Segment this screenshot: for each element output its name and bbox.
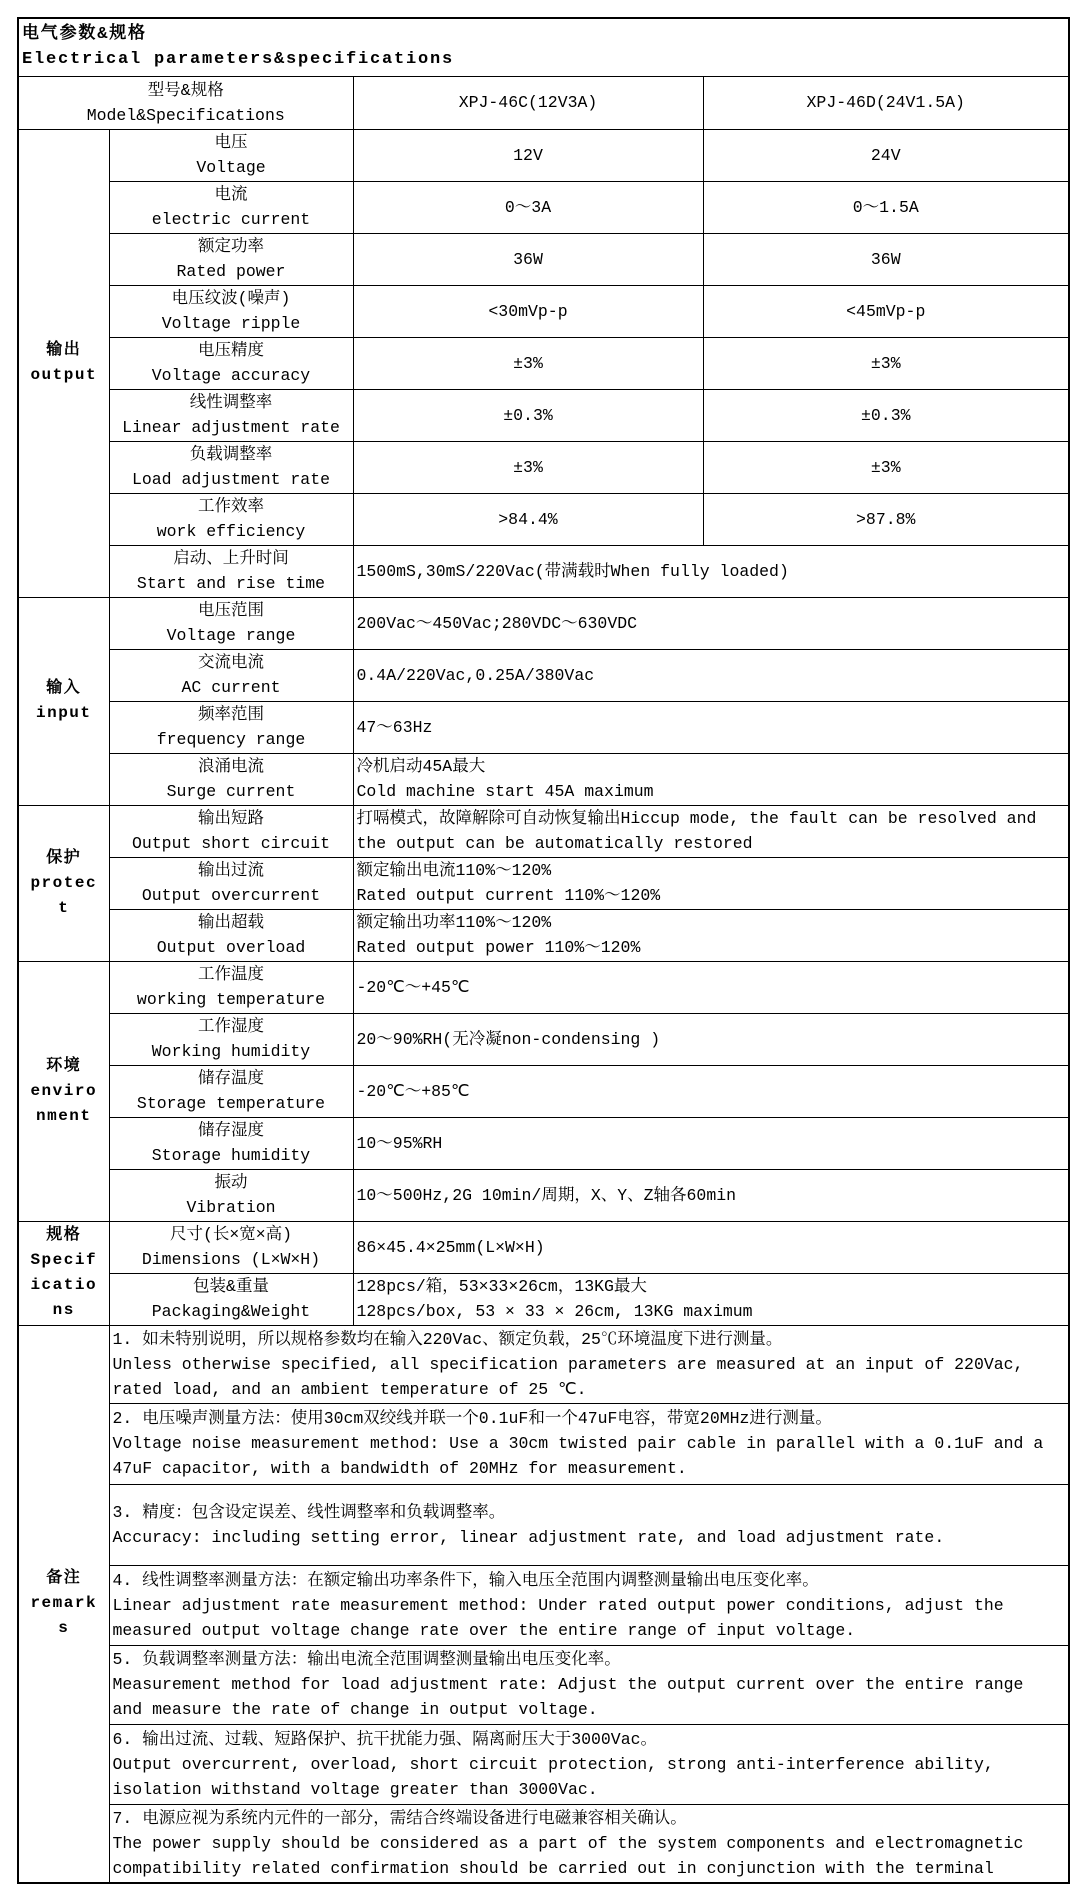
- value-dimensions: 86×45.4×25mm(L×W×H): [353, 1221, 1069, 1273]
- remark-text-4: 4. 线性调整率测量方法：在额定输出功率条件下，输入电压全范围内调整测量输出电压变化率。 Linear adjustment rate measurement method: Under rated output power conditions, adjust the measured output voltage change rate over the entire range of input voltage.: [109, 1565, 1069, 1645]
- remark-row-1: [18, 1325, 1069, 1403]
- value-rated-power-46d: 36W: [703, 233, 1069, 285]
- param-voltage-zh: 电压: [214, 133, 248, 152]
- group-remarks: [18, 1325, 109, 1883]
- group-remarks-en: remarks: [30, 1594, 98, 1638]
- row-storage-temperature: [18, 1065, 1069, 1117]
- value-output-short-circuit: 打嗝模式，故障解除可自动恢复输出Hiccup mode, the fault can be resolved and the output can be automatically restored: [353, 805, 1069, 857]
- value-working-temperature: -20℃～+45℃: [353, 961, 1069, 1013]
- param-input-voltage-range: [109, 597, 353, 649]
- param-output-overload-zh: 输出超载: [198, 913, 264, 932]
- param-working-humidity-en: Working humidity: [151, 1042, 311, 1061]
- value-start-rise-time: 1500mS,30mS/220Vac(带满载时When fully loaded): [353, 545, 1069, 597]
- row-output-overload: [18, 909, 1069, 961]
- value-load-adjustment-rate-46c: ±3%: [353, 441, 703, 493]
- value-frequency-range: 47～63Hz: [353, 701, 1069, 753]
- param-rated-power-en: Rated power: [176, 262, 286, 281]
- param-output-overcurrent: [109, 857, 353, 909]
- param-working-temperature-zh: 工作温度: [198, 965, 264, 984]
- param-vibration-zh: 振动: [214, 1173, 248, 1192]
- value-output-overload: 额定输出功率110%～120% Rated output power 110%～120%: [353, 909, 1069, 961]
- value-voltage-46d: 24V: [703, 129, 1069, 181]
- param-input-voltage-range-zh: 电压范围: [198, 601, 264, 620]
- row-vibration: [18, 1169, 1069, 1221]
- group-specifications-zh: 规格: [46, 1226, 82, 1244]
- remark-row-3: [18, 1484, 1069, 1565]
- param-output-overload: [109, 909, 353, 961]
- param-vibration-en: Vibration: [186, 1198, 276, 1217]
- value-storage-temperature: -20℃～+85℃: [353, 1065, 1069, 1117]
- param-voltage-ripple-zh: 电压纹波(噪声): [171, 289, 291, 308]
- param-working-humidity-zh: 工作湿度: [198, 1017, 264, 1036]
- group-input-zh: 输入: [46, 679, 82, 697]
- param-linear-adjustment-rate-zh: 线性调整率: [189, 393, 273, 412]
- value-rated-power-46c: 36W: [353, 233, 703, 285]
- row-packaging-weight: [18, 1273, 1069, 1325]
- remark-text-3: 3. 精度：包含设定误差、线性调整率和负载调整率。 Accuracy: including setting error, linear adjustment rate, and load adjustment rate.: [109, 1484, 1069, 1565]
- header-model-46c: XPJ-46C(12V3A): [353, 76, 703, 129]
- param-working-temperature: [109, 961, 353, 1013]
- param-load-adjustment-rate-en: Load adjustment rate: [131, 470, 331, 489]
- group-environment: [18, 961, 109, 1221]
- param-load-adjustment-rate-zh: 负载调整率: [189, 445, 273, 464]
- group-remarks-zh: 备注: [46, 1569, 82, 1588]
- param-voltage-ripple-en: Voltage ripple: [161, 314, 301, 333]
- row-storage-humidity: [18, 1117, 1069, 1169]
- title-cell: [18, 18, 1069, 76]
- param-rated-power-zh: 额定功率: [198, 237, 264, 256]
- param-voltage-accuracy-zh: 电压精度: [198, 341, 264, 360]
- group-output-zh: 输出: [46, 341, 82, 359]
- group-input: [18, 597, 109, 805]
- param-voltage-en: Voltage: [196, 158, 266, 177]
- param-output-overcurrent-en: Output overcurrent: [141, 886, 321, 905]
- param-start-rise-time-en: Start and rise time: [136, 574, 326, 593]
- value-linear-adjustment-rate-46c: ±0.3%: [353, 389, 703, 441]
- param-output-short-circuit-zh: 输出短路: [198, 809, 264, 828]
- value-input-voltage-range: 200Vac～450Vac;280VDC～630VDC: [353, 597, 1069, 649]
- title-row: [18, 18, 1069, 76]
- param-packaging-weight-en: Packaging&Weight: [151, 1302, 311, 1321]
- row-output-short-circuit: [18, 805, 1069, 857]
- remark-row-6: [18, 1724, 1069, 1804]
- remark-text-1: 1. 如未特别说明，所以规格参数均在输入220Vac、额定负载，25℃环境温度下进行测量。 Unless otherwise specified, all specification parameters are measured at an input of 220Vac, rated load, and an ambient temperature of 25 ℃.: [109, 1325, 1069, 1403]
- param-working-temperature-en: working temperature: [136, 990, 326, 1009]
- title-zh: 电气参数&规格: [22, 25, 147, 45]
- param-load-adjustment-rate: [109, 441, 353, 493]
- param-storage-temperature: [109, 1065, 353, 1117]
- group-input-en: input: [35, 704, 92, 722]
- param-electric-current-zh: 电流: [214, 185, 248, 204]
- row-voltage: [18, 129, 1069, 181]
- value-packaging-weight: 128pcs/箱，53×33×26cm，13KG最大 128pcs/box, 53 × 33 × 26cm, 13KG maximum: [353, 1273, 1069, 1325]
- param-voltage-accuracy-en: Voltage accuracy: [151, 366, 311, 385]
- param-frequency-range-en: frequency range: [156, 730, 306, 749]
- group-specifications: [18, 1221, 109, 1325]
- group-output: [18, 129, 109, 597]
- spec-table: [17, 17, 1070, 1884]
- param-storage-humidity-en: Storage humidity: [151, 1146, 311, 1165]
- header-label-zh: 型号&规格: [147, 80, 224, 100]
- value-voltage-ripple-46d: <45mVp-p: [703, 285, 1069, 337]
- param-frequency-range-zh: 频率范围: [198, 705, 264, 724]
- value-linear-adjustment-rate-46d: ±0.3%: [703, 389, 1069, 441]
- row-input-voltage-range: [18, 597, 1069, 649]
- row-output-overcurrent: [18, 857, 1069, 909]
- remark-row-5: [18, 1645, 1069, 1724]
- row-voltage-accuracy: [18, 337, 1069, 389]
- value-voltage-46c: 12V: [353, 129, 703, 181]
- group-protect-en: protect: [30, 873, 98, 917]
- value-load-adjustment-rate-46d: ±3%: [703, 441, 1069, 493]
- param-electric-current: [109, 181, 353, 233]
- value-surge-current: 冷机启动45A最大 Cold machine start 45A maximum: [353, 753, 1069, 805]
- param-ac-current: [109, 649, 353, 701]
- row-work-efficiency: [18, 493, 1069, 545]
- header-model-label: [18, 76, 353, 129]
- param-output-overcurrent-zh: 输出过流: [198, 861, 264, 880]
- group-environment-en: environment: [30, 1081, 98, 1125]
- row-rated-power: [18, 233, 1069, 285]
- param-work-efficiency-zh: 工作效率: [198, 497, 264, 516]
- param-start-rise-time: [109, 545, 353, 597]
- param-surge-current-en: Surge current: [166, 782, 296, 801]
- param-output-short-circuit-en: Output short circuit: [131, 834, 331, 853]
- param-input-voltage-range-en: Voltage range: [166, 626, 296, 645]
- param-work-efficiency: [109, 493, 353, 545]
- param-voltage-accuracy: [109, 337, 353, 389]
- value-storage-humidity: 10～95%RH: [353, 1117, 1069, 1169]
- value-voltage-accuracy-46c: ±3%: [353, 337, 703, 389]
- param-frequency-range: [109, 701, 353, 753]
- param-voltage: [109, 129, 353, 181]
- row-frequency-range: [18, 701, 1069, 753]
- param-storage-humidity: [109, 1117, 353, 1169]
- param-storage-humidity-zh: 储存湿度: [198, 1121, 264, 1140]
- param-vibration: [109, 1169, 353, 1221]
- param-output-overload-en: Output overload: [156, 938, 306, 957]
- header-label-en: Model&Specifications: [86, 105, 285, 125]
- param-storage-temperature-en: Storage temperature: [136, 1094, 326, 1113]
- value-work-efficiency-46c: >84.4%: [353, 493, 703, 545]
- value-output-overcurrent: 额定输出电流110%～120% Rated output current 110%～120%: [353, 857, 1069, 909]
- row-electric-current: [18, 181, 1069, 233]
- value-ac-current: 0.4A/220Vac,0.25A/380Vac: [353, 649, 1069, 701]
- param-ac-current-en: AC current: [181, 678, 281, 697]
- row-working-temperature: [18, 961, 1069, 1013]
- row-load-adjustment-rate: [18, 441, 1069, 493]
- value-voltage-ripple-46c: <30mVp-p: [353, 285, 703, 337]
- param-output-short-circuit: [109, 805, 353, 857]
- group-environment-zh: 环境: [46, 1056, 82, 1075]
- param-electric-current-en: electric current: [151, 210, 311, 229]
- param-rated-power: [109, 233, 353, 285]
- param-voltage-ripple: [109, 285, 353, 337]
- param-dimensions: [109, 1221, 353, 1273]
- param-linear-adjustment-rate: [109, 389, 353, 441]
- value-work-efficiency-46d: >87.8%: [703, 493, 1069, 545]
- param-storage-temperature-zh: 储存温度: [198, 1069, 264, 1088]
- row-working-humidity: [18, 1013, 1069, 1065]
- value-voltage-accuracy-46d: ±3%: [703, 337, 1069, 389]
- param-packaging-weight-zh: 包装&重量: [193, 1277, 269, 1296]
- param-dimensions-en: Dimensions (L×W×H): [141, 1250, 321, 1269]
- remark-text-5: 5. 负载调整率测量方法：输出电流全范围调整测量输出电压变化率。 Measurement method for load adjustment rate: Adjust the output current over the entire range and measure the rate of change in output voltage.: [109, 1645, 1069, 1724]
- param-packaging-weight: [109, 1273, 353, 1325]
- remark-row-7: [18, 1804, 1069, 1883]
- param-dimensions-zh: 尺寸(长×宽×高): [169, 1225, 293, 1244]
- param-linear-adjustment-rate-en: Linear adjustment rate: [122, 418, 340, 437]
- row-voltage-ripple: [18, 285, 1069, 337]
- remark-row-4: [18, 1565, 1069, 1645]
- remark-text-2: 2. 电压噪声测量方法：使用30cm双绞线并联一个0.1uF和一个47uF电容，带宽20MHz进行测量。 Voltage noise measurement method: Use a 30cm twisted pair cable in parallel with a 0.1uF and a 47uF capacitor, with a bandwidth of 20MHz for measurement.: [109, 1403, 1069, 1484]
- row-start-rise-time: [18, 545, 1069, 597]
- row-ac-current: [18, 649, 1069, 701]
- remark-text-7: 7. 电源应视为系统内元件的一部分，需结合终端设备进行电磁兼容相关确认。 The power supply should be considered as a part of the system components and electromagnetic compatibility related confirmation should be carried out in conjunction with the terminal: [109, 1804, 1069, 1883]
- header-row: [18, 76, 1069, 129]
- remark-row-2: [18, 1403, 1069, 1484]
- title-en: Electrical parameters&specifications: [22, 50, 455, 70]
- param-surge-current-zh: 浪涌电流: [198, 757, 264, 776]
- row-linear-adjustment-rate: [18, 389, 1069, 441]
- param-start-rise-time-zh: 启动、上升时间: [173, 549, 289, 568]
- value-electric-current-46c: 0～3A: [353, 181, 703, 233]
- group-specifications-en: Specifications: [30, 1251, 98, 1319]
- group-protect: [18, 805, 109, 961]
- group-output-en: output: [30, 366, 98, 384]
- remark-text-6: 6. 输出过流、过载、短路保护、抗干扰能力强、隔离耐压大于3000Vac。 Output overcurrent, overload, short circuit protection, strong anti-interference ability, isolation withstand voltage greater than 3000Vac.: [109, 1724, 1069, 1804]
- param-work-efficiency-en: work efficiency: [156, 522, 306, 541]
- header-model-46d: XPJ-46D(24V1.5A): [703, 76, 1069, 129]
- group-protect-zh: 保护: [46, 848, 82, 867]
- row-surge-current: [18, 753, 1069, 805]
- param-ac-current-zh: 交流电流: [198, 653, 264, 672]
- param-working-humidity: [109, 1013, 353, 1065]
- value-working-humidity: 20～90%RH(无冷凝non-condensing ): [353, 1013, 1069, 1065]
- value-vibration: 10～500Hz,2G 10min/周期，X、Y、Z轴各60min: [353, 1169, 1069, 1221]
- value-electric-current-46d: 0～1.5A: [703, 181, 1069, 233]
- param-surge-current: [109, 753, 353, 805]
- row-dimensions: [18, 1221, 1069, 1273]
